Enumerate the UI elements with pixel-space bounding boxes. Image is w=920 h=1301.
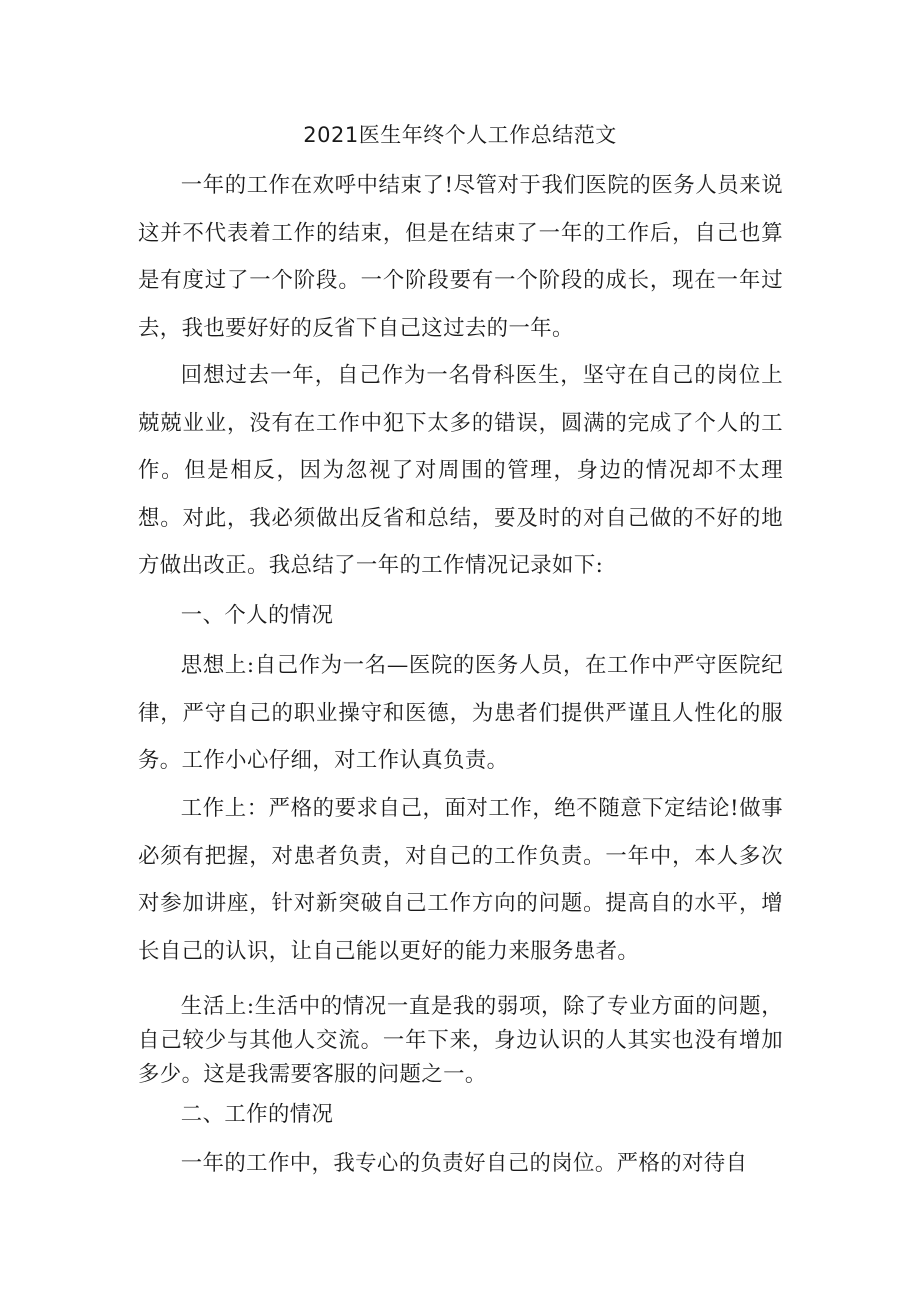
section-heading-personal: 一、个人的情况 bbox=[180, 603, 334, 628]
paragraph-thought: 思想上:自己作为一名—医院的医务人员，在工作中严守医院纪律，严守自己的职业操守和医德，为患者们提供严谨且人性化的服务。工作小心仔细，对工作认真负责。 bbox=[138, 653, 783, 774]
paragraph-1: 一年的工作在欢呼中结束了!尽管对于我们医院的医务人员来说这并不代表着工作的结束，但是在结束了一年的工作后，自己也算是有度过了一个阶段。一个阶段要有一个阶段的成长，现在一年过去，我也要好好的反省下自己这过去的一年。 bbox=[138, 173, 783, 341]
document-title: 2021医生年终个人工作总结范文 bbox=[303, 123, 617, 147]
paragraph-life: 生活上:生活中的情况一直是我的弱项，除了专业方面的问题，自己较少与其他人交流。一年下来，身边认识的人其实也没有增加多少。这是我需要客服的问题之一。 bbox=[138, 994, 783, 1087]
paragraph-work: 工作上：严格的要求自己，面对工作，绝不随意下定结论!做事必须有把握，对患者负责，对自己的工作负责。一年中，本人多次对参加讲座，针对新突破自己工作方向的问题。提高自的水平，增长自己的认识，让自己能以更好的能力来服务患者。 bbox=[138, 796, 783, 964]
section-heading-work: 二、工作的情况 bbox=[180, 1102, 334, 1127]
paragraph-2: 回想过去一年，自己作为一名骨科医生，坚守在自己的岗位上兢兢业业，没有在工作中犯下太多的错误，圆满的完成了个人的工作。但是相反，因为忽视了对周围的管理，身边的情况却不太理想。对此，我必须做出反省和总结，要及时的对自己做的不好的地方做出改正。我总结了一年的工作情况记录如下: bbox=[138, 363, 783, 579]
paragraph-work-summary: 一年的工作中，我专心的负责好自己的岗位。严格的对待自 bbox=[180, 1151, 748, 1176]
